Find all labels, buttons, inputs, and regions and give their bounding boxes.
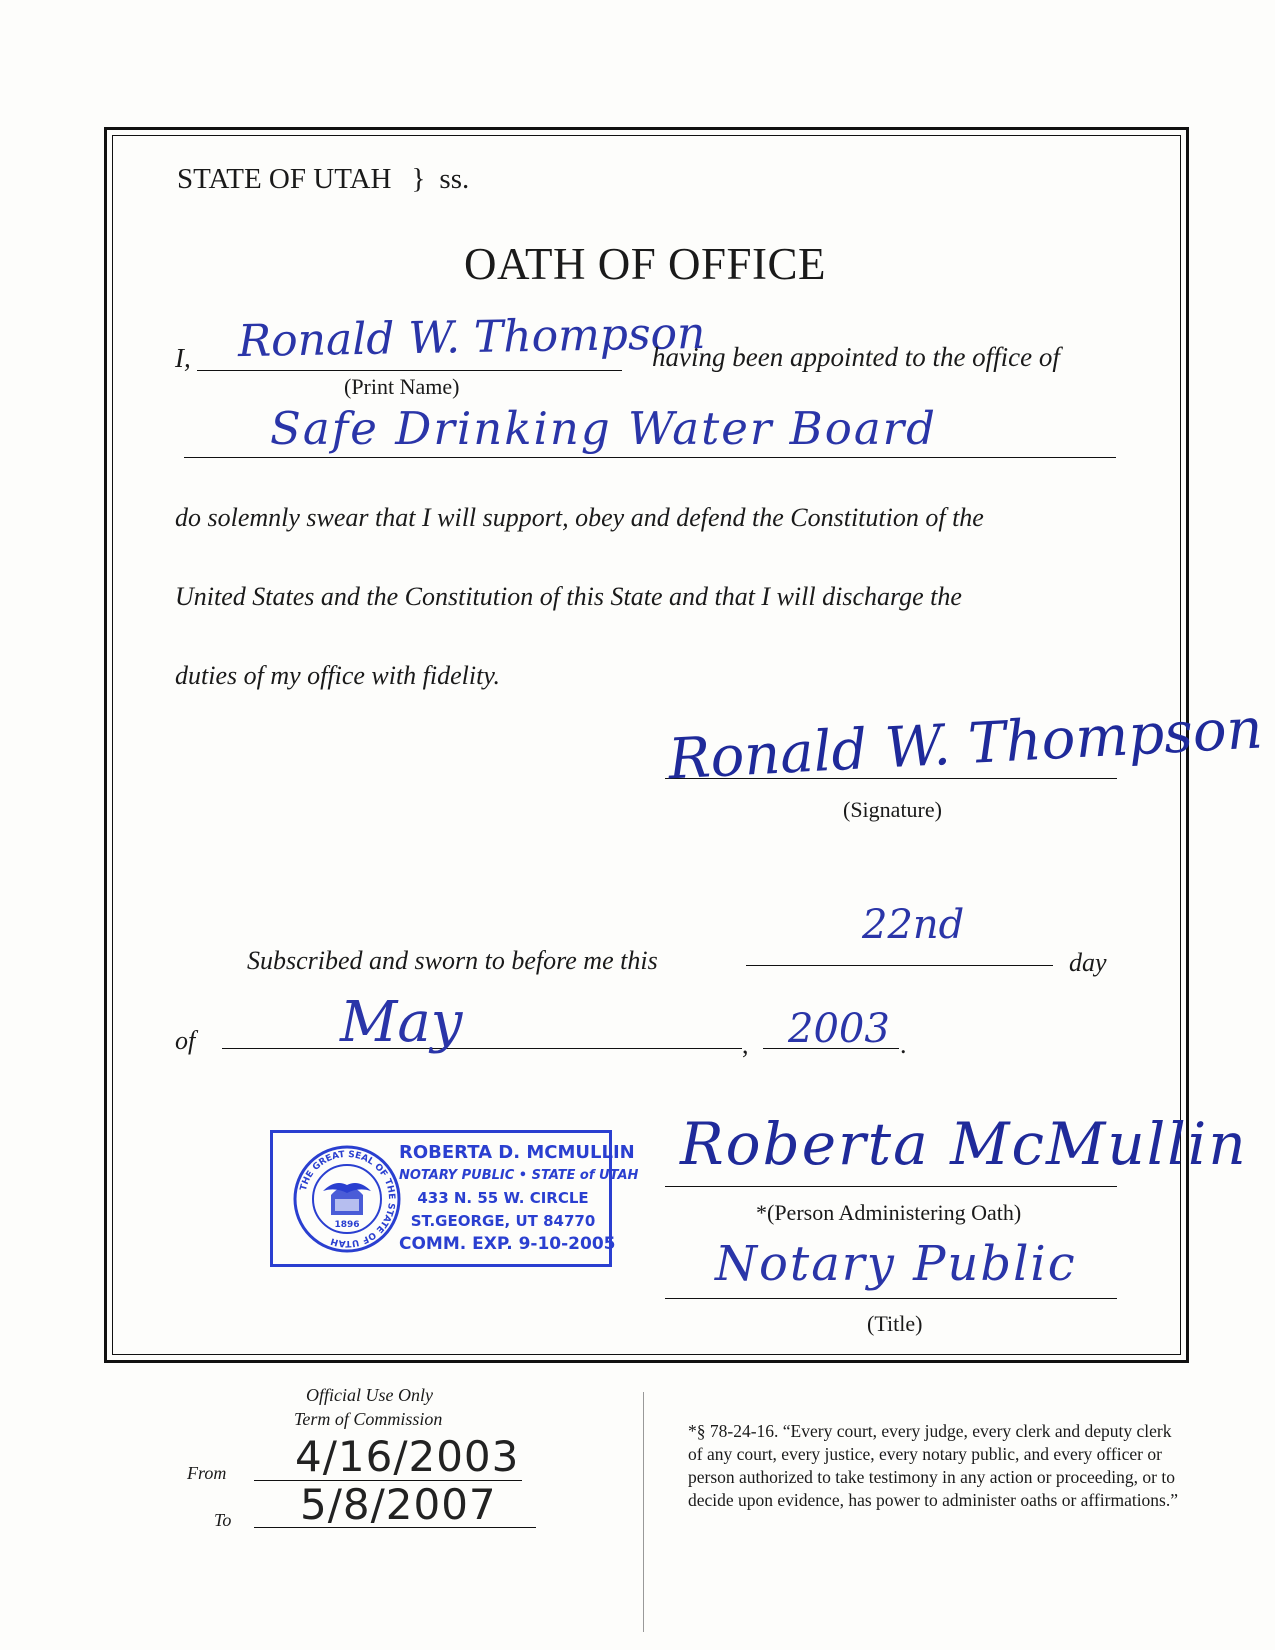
signature-value: Ronald W. Thompson xyxy=(666,696,1265,793)
day-text: day xyxy=(1069,948,1107,977)
administrator-label: *(Person Administering Oath) xyxy=(756,1200,1022,1225)
seal-text: THE GREAT SEAL OF THE STATE OF UTAH xyxy=(298,1149,397,1249)
appointed-text: having been appointed to the office of xyxy=(652,342,1060,372)
period: . xyxy=(900,1030,907,1059)
print-name-line xyxy=(197,370,622,371)
from-value: 4/16/2003 xyxy=(295,1432,520,1481)
state-heading xyxy=(177,163,469,196)
to-label: To xyxy=(214,1510,232,1530)
official-use-heading: Official Use Only xyxy=(306,1385,433,1405)
day-value: 22nd xyxy=(862,902,965,948)
month-value: May xyxy=(340,990,463,1055)
i-prefix: I, xyxy=(175,343,191,373)
year-value: 2003 xyxy=(788,1006,890,1052)
oath-line-3: duties of my office with fidelity. xyxy=(175,661,500,690)
notary-expiration: COMM. EXP. 9-10-2005 xyxy=(399,1234,616,1254)
footer-divider xyxy=(643,1392,644,1632)
title-line xyxy=(665,1298,1117,1299)
notary-city: ST.GEORGE, UT 84770 xyxy=(410,1212,596,1230)
subscribed-text: Subscribed and sworn to before me this xyxy=(247,946,658,975)
signature-label: (Signature) xyxy=(843,797,942,822)
notary-name: ROBERTA D. MCMULLIN xyxy=(399,1142,635,1163)
print-name-label: (Print Name) xyxy=(344,374,460,399)
oath-line-1: do solemnly swear that I will support, obey and defend the Constitution of the xyxy=(175,503,984,532)
to-value: 5/8/2007 xyxy=(300,1480,497,1529)
office-value: Safe Drinking Water Board xyxy=(270,402,937,455)
state-name: STATE OF UTAH xyxy=(177,163,392,195)
ss-text: ss. xyxy=(439,163,470,195)
of-text: of xyxy=(175,1026,196,1055)
administrator-line xyxy=(665,1186,1117,1187)
document-title: OATH OF OFFICE xyxy=(463,239,827,289)
notary-address: 433 N. 55 W. CIRCLE xyxy=(417,1189,589,1207)
brace: } xyxy=(411,163,426,195)
month-line xyxy=(222,1048,742,1049)
term-of-commission-heading: Term of Commission xyxy=(294,1409,443,1429)
day-line xyxy=(746,965,1053,966)
oath-line-2: United States and the Constitution of this State and that I will discharge the xyxy=(175,582,962,611)
comma: , xyxy=(742,1030,749,1059)
title-value: Notary Public xyxy=(715,1236,1077,1292)
office-line xyxy=(184,457,1116,458)
from-label: From xyxy=(187,1463,227,1483)
administrator-signature: Roberta McMullin xyxy=(680,1110,1248,1178)
notary-subtitle: NOTARY PUBLIC • STATE of UTAH xyxy=(399,1168,639,1183)
seal-year: 1896 xyxy=(334,1220,360,1230)
notary-stamp xyxy=(270,1130,639,1267)
title-label: (Title) xyxy=(867,1311,923,1336)
statute-footnote: *§ 78-24-16. “Every court, every judge, every clerk and deputy clerk of any court, every justice, every notary public, and every officer or person authorized to take testimony in any action or proceeding, or to decide upon evidence, has power to administer oaths or affirmations.” xyxy=(688,1421,1179,1510)
print-name-value: Ronald W. Thompson xyxy=(237,307,706,368)
state-seal-icon xyxy=(291,1143,403,1255)
